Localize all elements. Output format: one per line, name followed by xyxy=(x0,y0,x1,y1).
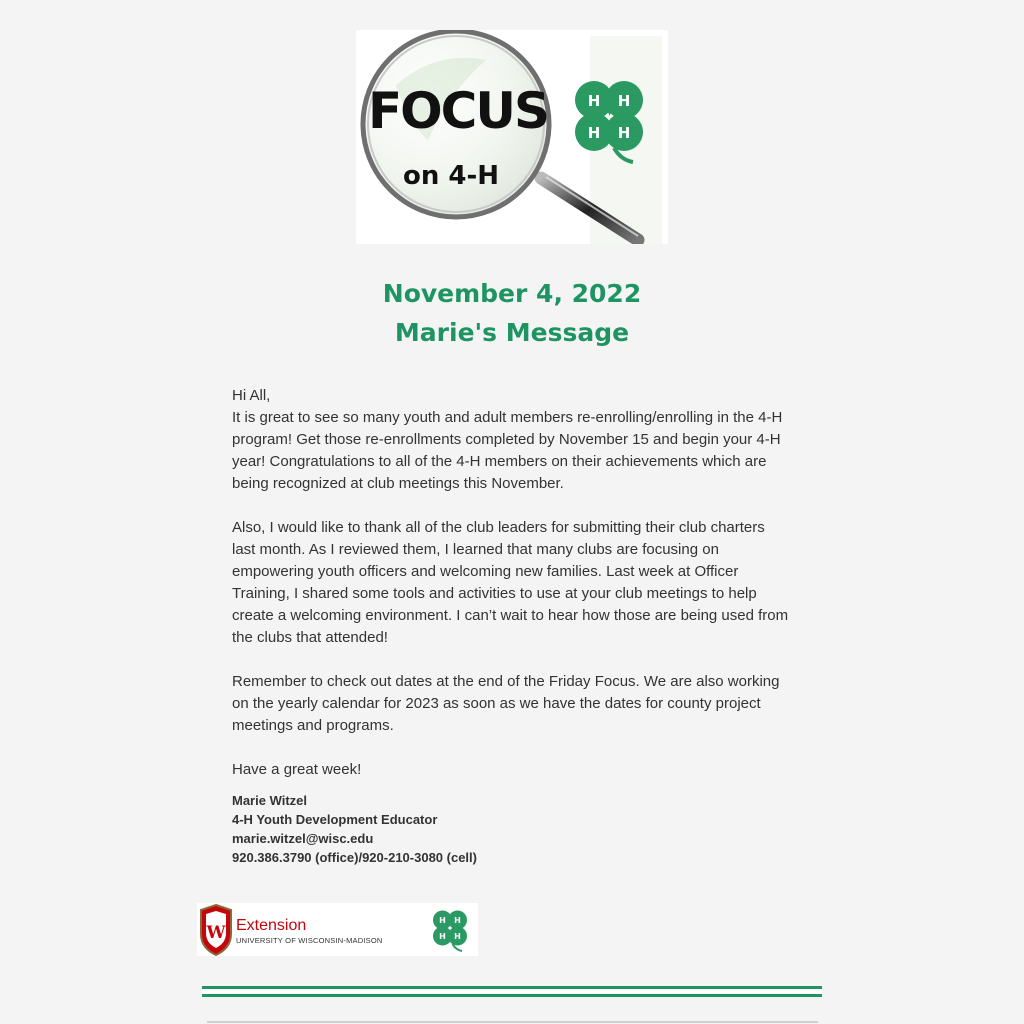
focus-on-4h-banner xyxy=(356,30,668,244)
banner-sub-word: on 4-H xyxy=(402,161,500,191)
clover-h-letter: H xyxy=(587,92,601,110)
signature-block xyxy=(232,791,477,867)
clover-h-letter: H xyxy=(454,932,461,941)
message-body xyxy=(232,385,792,781)
bottom-rule xyxy=(207,1021,818,1023)
message-paragraph: It is great to see so many youth and adult members re-enrolling/enrolling in the 4-H program! Get those re-enrollments completed by November 15 and begin your 4-H year! Congratulations to all of the 4-H members on their achievements which are being recognized at club meetings this November. xyxy=(232,409,783,492)
university-label: UNIVERSITY OF WISCONSIN-MADISON xyxy=(236,936,383,945)
clover-h-letter: H xyxy=(439,916,446,925)
uw-crest-icon xyxy=(199,904,233,956)
page-title: Marie's Message xyxy=(394,318,630,347)
clover-h-letter: H xyxy=(454,916,461,925)
section-divider xyxy=(202,986,822,997)
4-h-clover-icon xyxy=(425,905,475,955)
clover-h-letter: H xyxy=(617,92,631,110)
4-h-clover-icon xyxy=(559,70,659,170)
clover-h-letter: H xyxy=(439,932,446,941)
signature-email[interactable]: marie.witzel@wisc.edu xyxy=(232,831,374,846)
newsletter-date: November 4, 2022 xyxy=(382,279,642,308)
clover-h-letter: H xyxy=(617,124,631,142)
extension-logo xyxy=(197,903,478,956)
signature-name: Marie Witzel xyxy=(232,793,308,808)
crest-letter: W xyxy=(206,923,226,943)
message-paragraph: Also, I would like to thank all of the club leaders for submitting their club charters last month. As I reviewed them, I learned that many clubs are focusing on empowering youth officers and welcoming new families. Last week at Officer Training, I shared some tools and activities to use at your club meetings to help create a welcoming environment. I can’t wait to hear how those are being used from the clubs that attended! xyxy=(232,519,789,646)
signature-role: 4-H Youth Development Educator xyxy=(232,812,438,827)
clover-h-letter: H xyxy=(587,124,601,142)
signature-phone: 920.386.3790 (office)/920-210-3080 (cell) xyxy=(232,850,477,865)
message-paragraph: Remember to check out dates at the end of the Friday Focus. We are also working on the yearly calendar for 2023 as soon as we have the dates for county project meetings and programs. xyxy=(232,673,780,734)
greeting: Hi All, xyxy=(232,387,271,404)
banner-focus-word: FOCUS xyxy=(368,82,548,140)
extension-label: Extension xyxy=(236,917,307,934)
closing-line: Have a great week! xyxy=(232,761,362,778)
